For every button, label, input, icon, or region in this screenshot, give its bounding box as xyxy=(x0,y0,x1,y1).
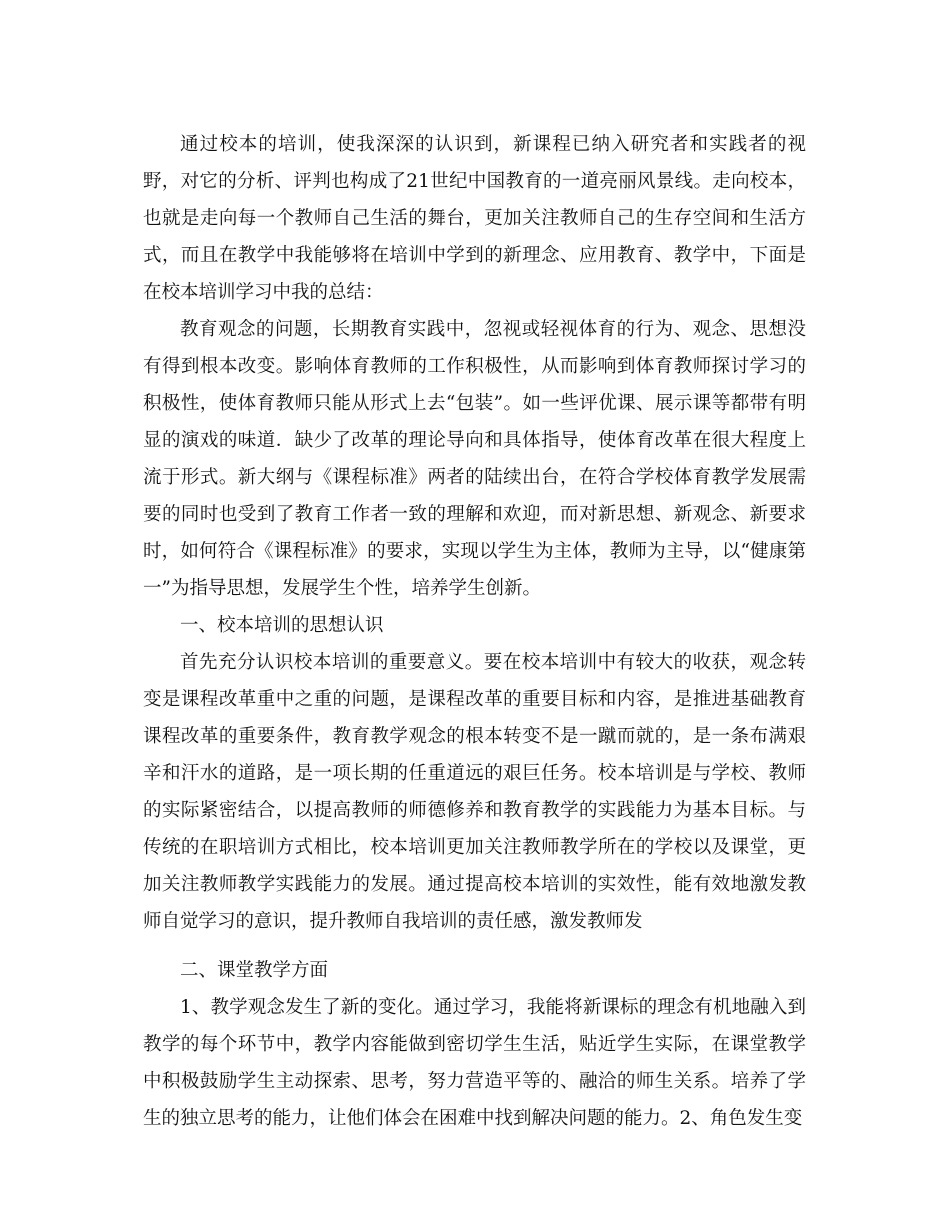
paragraph-classroom-teaching: 1、教学观念发生了新的变化。通过学习，我能将新课标的理念有机地融入到教学的每个环节中，教学内容能做到密切学生生活，贴近学生实际，在课堂教学中积极鼓励学生主动探索、思考，努力营造平等的、融洽的师生关系。培养了学生的独立思考的能力，让他们体会在困难中找到解决问题的能力。2、角色发生变 xyxy=(143,997,806,1129)
section-heading-2: 二、课堂教学方面 xyxy=(180,960,329,981)
paragraph-intro: 通过校本的培训，使我深深的认识到，新课程已纳入研究者和实践者的视野，对它的分析、评判也构成了21世纪中国教育的一道亮丽风景线。走向校本，也就是走向每一个教师自己生活的舞台，更加关注教师自己的生存空间和生活方式，而且在教学中我能够将在培训中学到的新理念、应用教育、教学中，下面是在校本培训学习中我的总结： xyxy=(143,134,806,303)
paragraph-training-significance: 首先充分认识校本培训的重要意义。要在校本培训中有较大的收获，观念转变是课程改革重中之重的问题，是课程改革的重要目标和内容，是推进基础教育课程改革的重要条件，教育教学观念的根本转变不是一蹴而就的，是一条布满艰辛和汗水的道路，是一项长期的任重道远的艰巨任务。校本培训是与学校、教师的实际紧密结合，以提高教师的师德修养和教育教学的实践能力为基本目标。与传统的在职培训方式相比，校本培训更加关注教师教学所在的学校以及课堂，更加关注教师教学实践能力的发展。通过提高校本培训的实效性，能有效地激发教师自觉学习的意识，提升教师自我培训的责任感，激发教师发 xyxy=(143,652,806,932)
document-body xyxy=(143,126,806,1137)
paragraph-education-concept: 教育观念的问题，长期教育实践中，忽视或轻视体育的行为、观念、思想没有得到根本改变。影响体育教师的工作积极性，从而影响到体育教师探讨学习的积极性，使体育教师只能从形式上去“包装”。如一些评优课、展示课等都带有明显的演戏的味道．缺少了改革的理论导向和具体指导，使体育改革在很大程度上流于形式。新大纲与《课程标准》两者的陆续出台，在符合学校体育教学发展需要的同时也受到了教育工作者一致的理解和欢迎，而对新思想、新观念、新要求时，如何符合《课程标准》的要求，实现以学生为主体，教师为主导，以“健康第一”为指导思想，发展学生个性，培养学生创新。 xyxy=(143,319,806,599)
section-heading-1: 一、校本培训的思想认识 xyxy=(180,615,384,636)
